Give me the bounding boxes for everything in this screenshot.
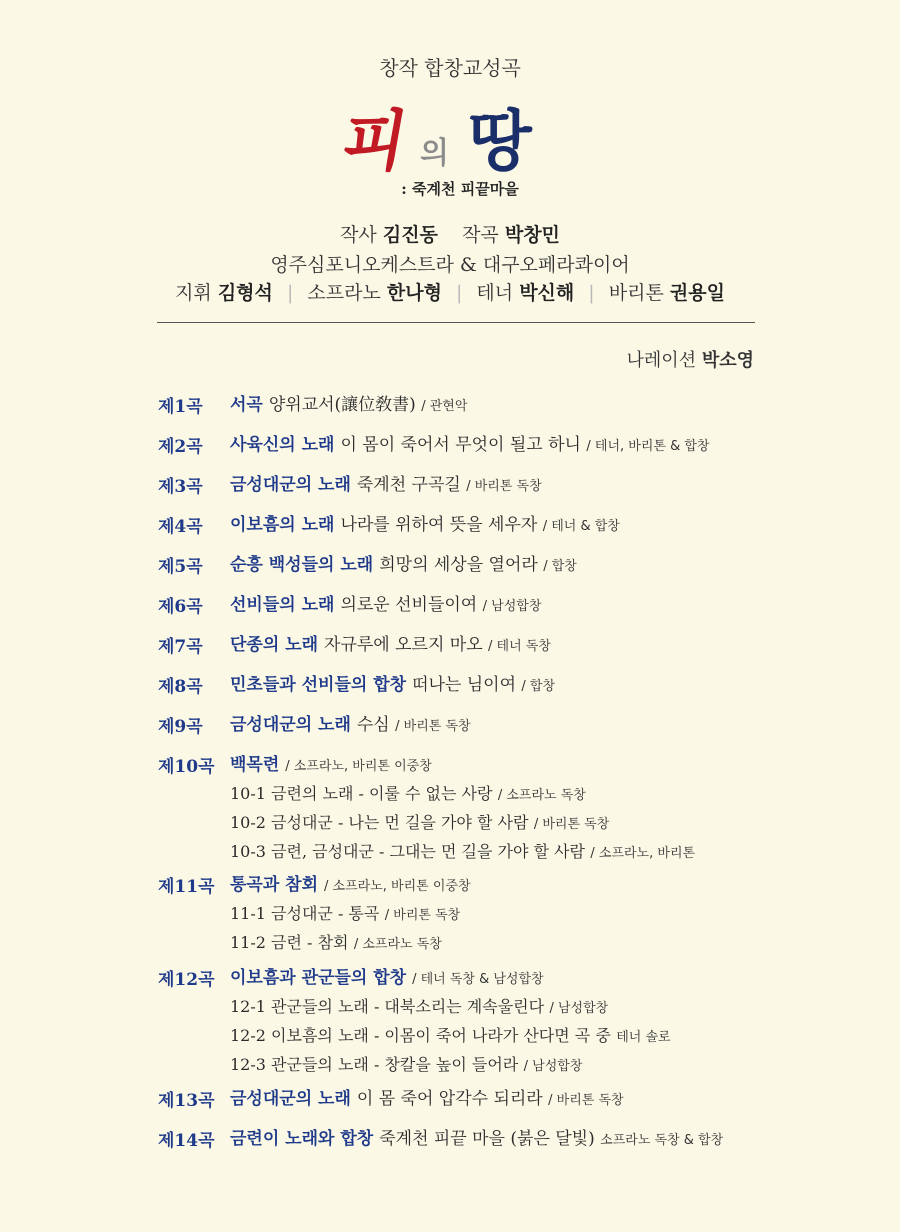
performer-info: / 남성합창 [482,599,542,614]
performer-info: / 테너 & 합창 [542,519,620,534]
title-subtitle: : 죽계천 피끝마을 [401,180,519,198]
track-number: 제3곡 [158,477,203,497]
track-line [230,965,858,993]
track-number: 제13곡 [158,1091,215,1111]
song-lyric: 의로운 선비들이여 [340,595,478,615]
track-item [158,432,858,460]
performer-info: / 바리톤 독창 [466,479,542,494]
track-number: 제14곡 [158,1131,215,1151]
performer-info: / 테너, 바리톤 & 합창 [586,439,710,454]
credits-performers [0,278,900,305]
track-line [230,1126,858,1154]
track-number: 제2곡 [158,437,203,457]
song-title: 금성대군의 노래 [230,715,351,735]
track-number: 제10곡 [158,757,215,777]
sub-track-line [230,780,858,809]
track-item [158,392,858,420]
track-line [230,552,858,580]
title-char-ttang: 땅 [468,103,532,180]
separator: | [588,282,595,304]
track-item [158,512,858,540]
performer-info: 소프라노 독창 & 합창 [600,1133,724,1148]
track-item [158,752,858,867]
sub-track-line [230,809,858,838]
performer-info: / 테너 독창 & 남성합창 [412,972,544,987]
track-number: 제1곡 [158,397,203,417]
song-lyric: 수심 [356,715,390,735]
soprano-name: 한나형 [386,282,442,304]
song-title: 금련이 노래와 합창 [230,1129,374,1149]
lyricist-name: 김진동 [382,224,438,246]
sub-track-title: 11-1 금성대군 - 통곡 [230,904,380,923]
top-subtitle: 창작 합창교성곡 [379,56,521,80]
track-line [230,592,858,620]
title-char-pi: 피 [336,103,414,180]
song-title: 금성대군의 노래 [230,475,351,495]
sub-track-title: 10-2 금성대군 - 나는 먼 길을 가야 할 사람 [230,813,529,832]
composer-label: 작곡 [462,224,499,246]
composer-name: 박창민 [504,224,560,246]
performer-info: / 소프라노 독창 [497,788,586,803]
performer-info: / 합창 [521,679,556,694]
sub-track-line [230,929,858,958]
lyricist-label: 작사 [340,224,377,246]
sub-track-line [230,900,858,929]
track-number: 제7곡 [158,637,203,657]
narration-label: 나레이션 [626,350,697,371]
song-title: 단종의 노래 [230,635,319,655]
divider [157,322,755,323]
credits-ensembles: 영주심포니오케스트라 & 대구오페라콰이어 [270,254,630,276]
performer-info: / 소프라노, 바리톤 이중창 [285,759,432,774]
song-title: 민초들과 선비들의 합창 [230,675,407,695]
sub-track-line [230,1051,858,1080]
track-item [158,1126,858,1154]
track-line [230,432,858,460]
track-number: 제5곡 [158,557,203,577]
conductor-label: 지휘 [175,282,212,304]
separator: | [455,282,463,304]
track-line [230,1086,858,1114]
track-item [158,1086,858,1114]
song-lyric: 떠나는 님이여 [412,675,516,695]
song-title: 통곡과 참회 [230,875,319,895]
song-lyric: 자규루에 오르지 마오 [324,635,483,655]
track-line [230,392,858,420]
performer-info: / 남성합창 [523,1059,583,1074]
baritone-label: 바리톤 [608,282,664,304]
narration-credit [627,346,754,372]
performer-info: / 소프라노 독창 [353,937,442,952]
sub-track-line [230,838,858,867]
sub-track-title: 10-1 금련의 노래 - 이룰 수 없는 사랑 [230,784,493,803]
song-title: 순흥 백성들의 노래 [230,555,374,575]
song-title: 사육신의 노래 [230,435,335,455]
song-lyric: 희망의 세상을 열어라 [379,555,538,575]
performer-info: 테너 솔로 [616,1030,671,1045]
performer-info: / 바리톤 독창 [533,817,610,832]
title-logo [0,88,900,178]
track-item [158,872,858,958]
sub-track-title: 12-2 이보흠의 노래 - 이몸이 죽어 나라가 산다면 곡 중 [230,1026,611,1045]
track-line [230,752,858,780]
baritone-name: 권용일 [669,282,725,304]
song-title: 선비들의 노래 [230,595,335,615]
narrator-name: 박소영 [701,350,754,371]
track-line [230,632,858,660]
song-title: 이보흠과 관군들의 합창 [230,968,407,988]
sub-track-title: 11-2 금련 - 참회 [230,933,349,952]
track-item [158,592,858,620]
sub-track-line [230,1022,858,1051]
sub-track-title: 10-3 금련, 금성대군 - 그대는 먼 길을 가야 할 사람 [230,842,585,861]
track-item [158,672,858,700]
track-number: 제11곡 [158,877,215,897]
track-item [158,632,858,660]
credits-authors [0,220,900,247]
song-lyric: 나라를 위하여 뜻을 세우자 [340,515,538,535]
performer-info: / 바리톤 독창 [548,1093,624,1108]
song-lyric: 이 몸이 죽어서 무엇이 될고 하니 [340,435,581,455]
performer-info: / 관현악 [421,399,468,414]
track-line [230,512,858,540]
sub-track-title: 12-1 관군들의 노래 - 대북소리는 계속울린다 [230,997,545,1016]
soprano-label: 소프라노 [307,282,381,304]
sub-track-title: 12-3 관군들의 노래 - 창칼을 높이 들어라 [230,1055,519,1074]
performer-info: / 남성합창 [549,1001,609,1016]
song-lyric: 양위교서(讓位敎書) [268,395,416,415]
track-item [158,712,858,740]
track-number: 제9곡 [158,717,203,737]
song-lyric: 죽계천 피끝 마을 (붉은 달빛) [379,1129,595,1149]
song-title: 서곡 [230,395,263,415]
performer-info: / 합창 [543,559,577,574]
performer-info: / 소프라노, 바리톤 [590,846,696,861]
track-number: 제4곡 [158,517,203,537]
track-item [158,472,858,500]
track-line [230,872,858,900]
song-lyric: 이 몸 죽어 압각수 되리라 [356,1089,543,1109]
track-item [158,965,858,1080]
conductor-name: 김형석 [217,282,273,304]
performer-info: / 바리톤 독창 [384,908,461,923]
track-line [230,672,858,700]
song-lyric: 죽계천 구곡길 [356,475,461,495]
tenor-label: 테너 [476,282,514,304]
song-title: 백목련 [230,755,280,775]
track-line [230,472,858,500]
sub-track-line [230,993,858,1022]
title-char-ui: 의 [420,136,449,171]
track-number: 제6곡 [158,597,203,617]
song-title: 금성대군의 노래 [230,1089,351,1109]
track-number: 제12곡 [158,970,215,990]
track-item [158,552,858,580]
song-title: 이보흠의 노래 [230,515,335,535]
track-line [230,712,858,740]
performer-info: / 소프라노, 바리톤 이중창 [324,879,471,894]
track-number: 제8곡 [158,677,203,697]
performer-info: / 바리톤 독창 [395,719,471,734]
performer-info: / 테너 독창 [488,639,551,654]
tenor-name: 박신해 [519,282,575,304]
separator: | [286,282,294,304]
